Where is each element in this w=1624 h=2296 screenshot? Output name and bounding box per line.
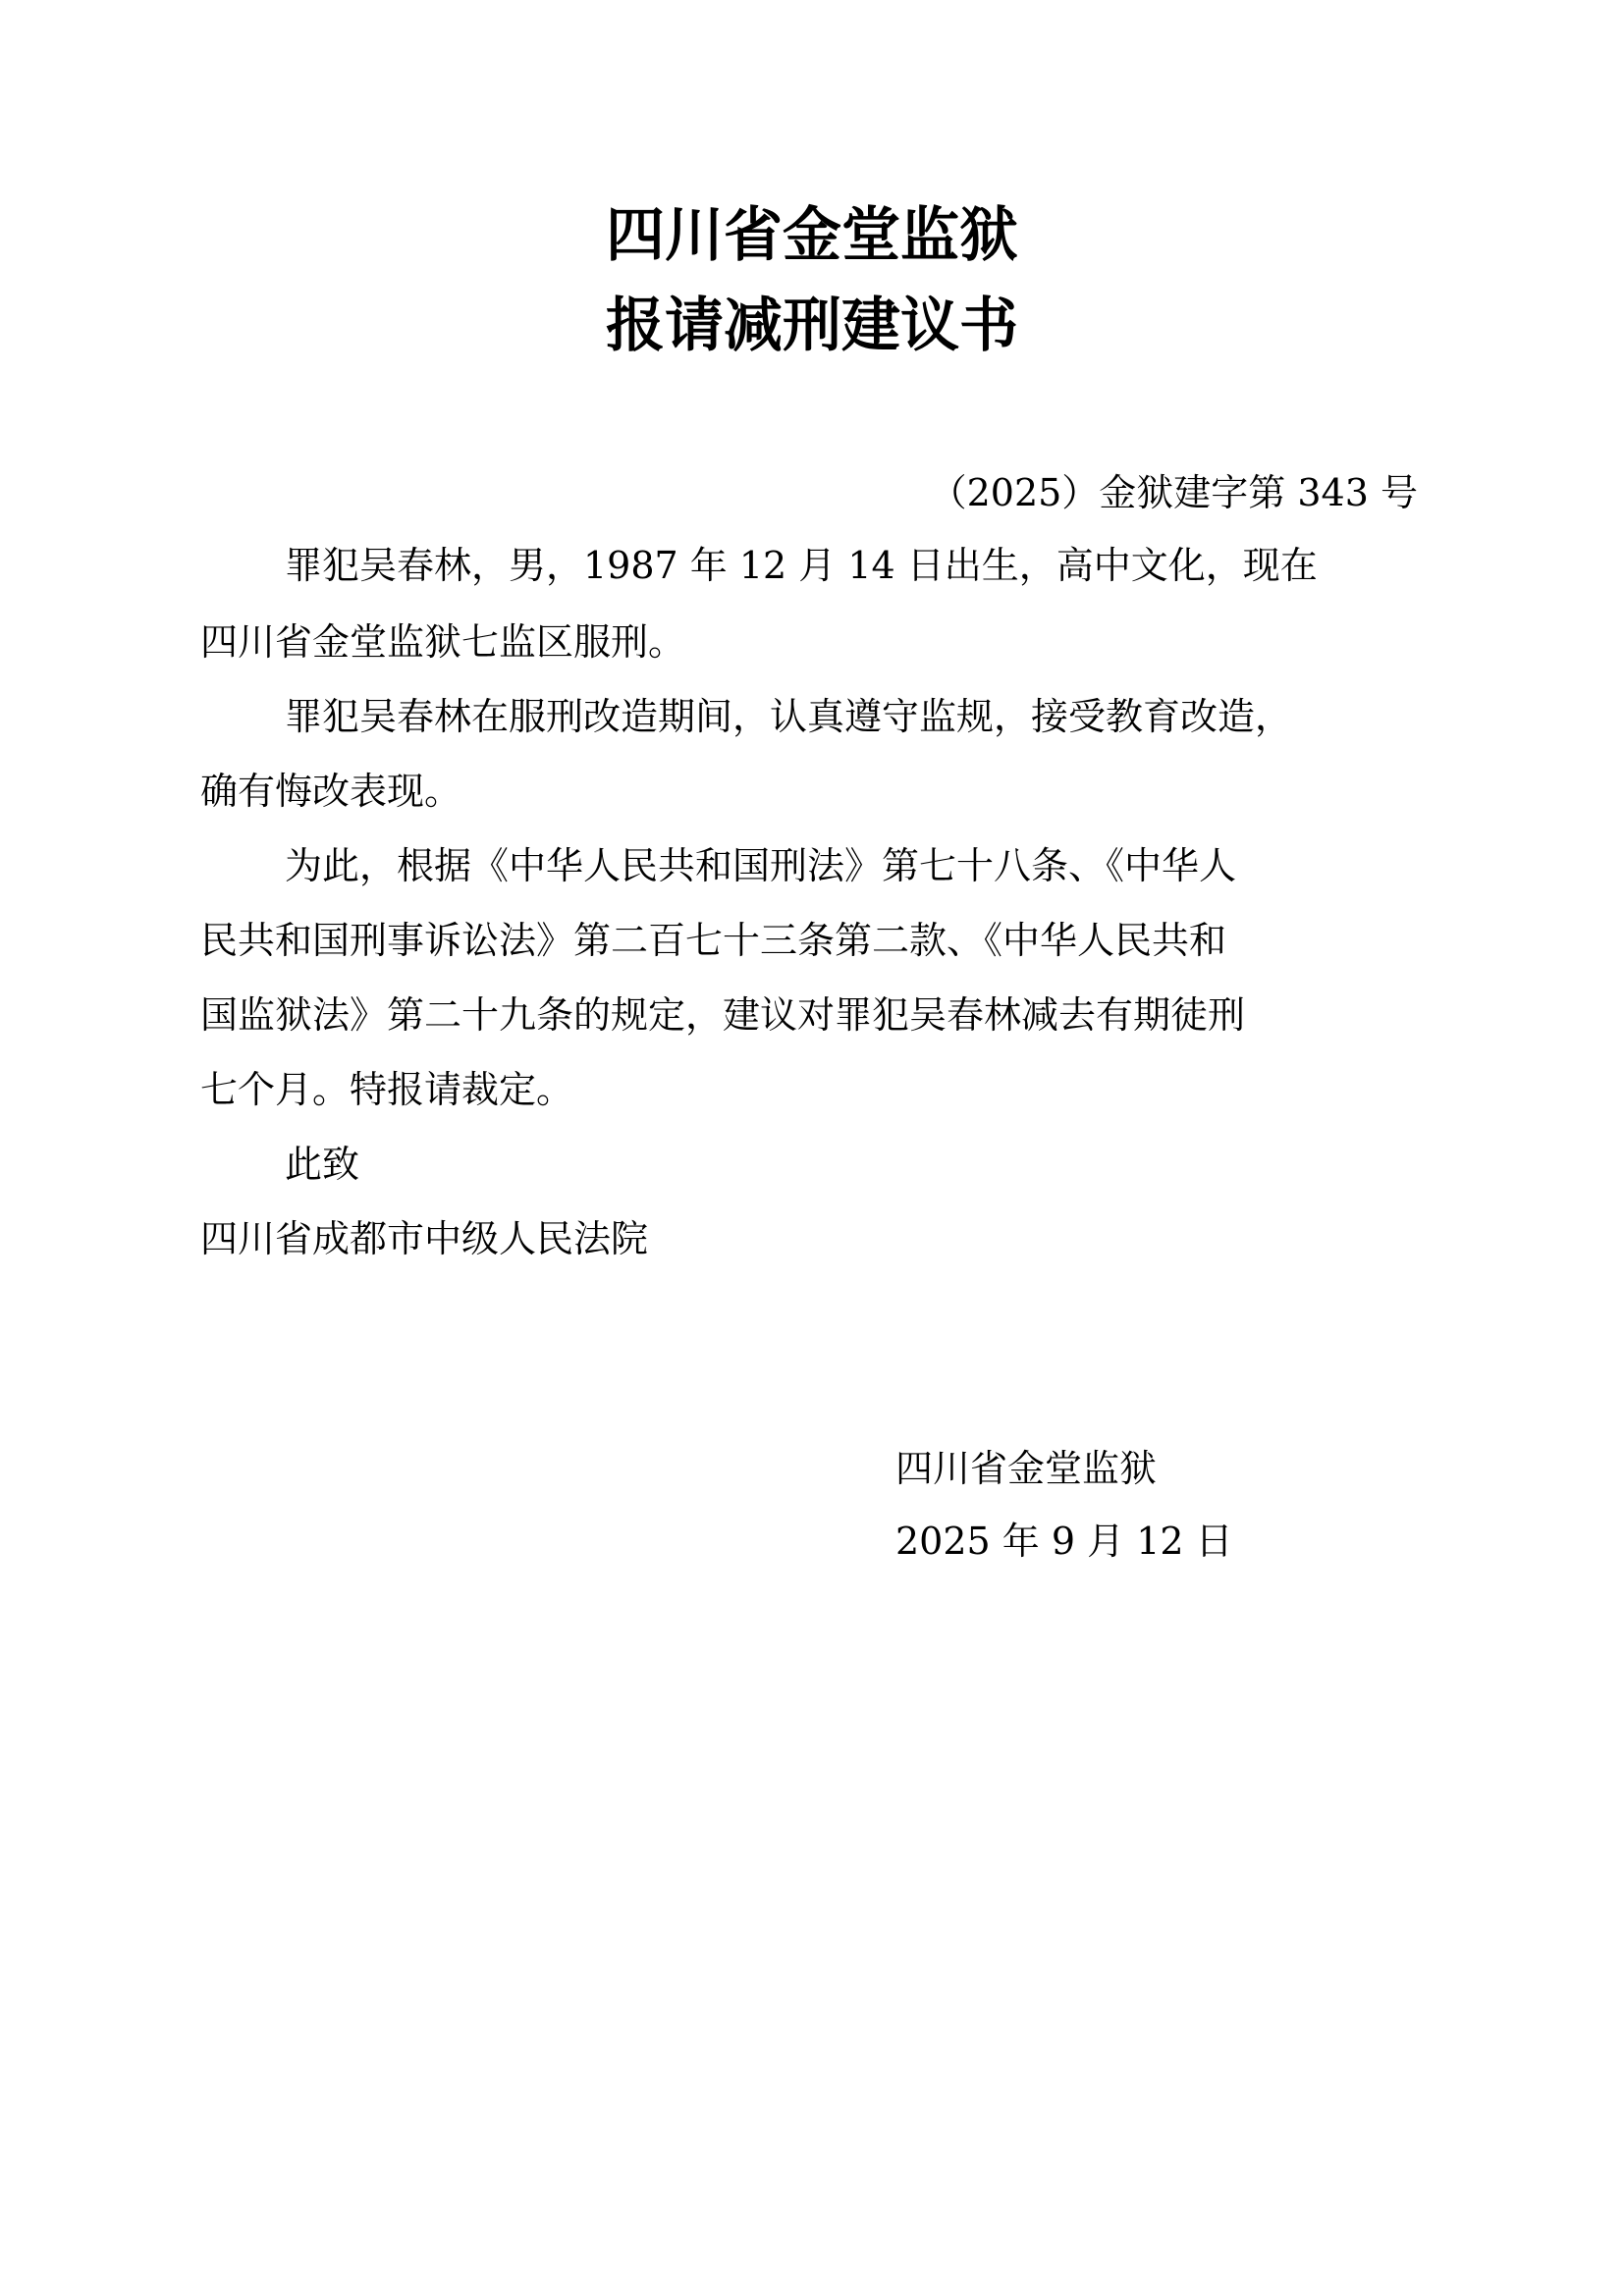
paragraph3-line2: 民共和国刑事诉讼法》第二百七十三条第二款、《中华人民共和 <box>200 919 1227 962</box>
paragraph2-line1: 罪犯吴春林在服刑改造期间，认真遵守监规，接受教育改造， <box>285 695 1293 738</box>
paragraph3-line1: 为此，根据《中华人民共和国刑法》第七十八条、《中华人 <box>285 844 1237 887</box>
document-title-line1: 四川省金堂监狱 <box>606 201 1018 270</box>
signature-date: 2025 年 9 月 12 日 <box>895 1520 1233 1563</box>
paragraph1-line1: 罪犯吴春林，男，1987 年 12 月 14 日出生，高中文化，现在 <box>285 544 1318 587</box>
document-number: （2025）金狱建字第 343 号 <box>929 471 1418 514</box>
paragraph3-line4: 七个月。特报请裁定。 <box>200 1068 574 1111</box>
paragraph1-line2: 四川省金堂监狱七监区服刑。 <box>200 620 686 664</box>
document-title-line2: 报请减刑建议书 <box>606 292 1018 360</box>
recipient: 四川省成都市中级人民法院 <box>200 1217 649 1260</box>
signature-organization: 四川省金堂监狱 <box>895 1447 1158 1490</box>
paragraph3-line3: 国监狱法》第二十九条的规定，建议对罪犯吴春林减去有期徒刑 <box>200 993 1246 1037</box>
salutation: 此致 <box>285 1143 360 1186</box>
paragraph2-line2: 确有悔改表现。 <box>200 770 462 813</box>
